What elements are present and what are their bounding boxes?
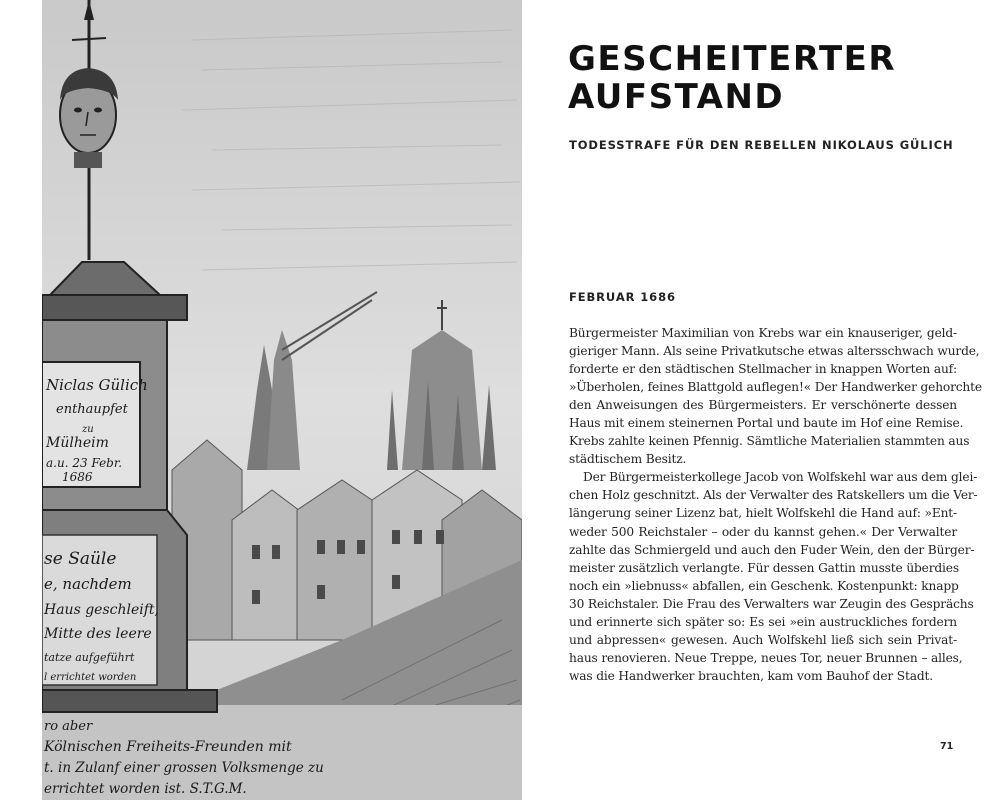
body-line: chen Holz geschnitzt. Als der Verwalter des Ratskellers um die Ver- bbox=[569, 488, 978, 503]
bottom-line-4: errichtet worden ist. S.T.G.M. bbox=[44, 781, 247, 797]
sketch-drawing bbox=[42, 0, 522, 800]
plaque-line-2: enthaupfet bbox=[56, 402, 128, 417]
chapter-subtitle: TODESSTRAFE FÜR DEN REBELLEN NIKOLAUS GÜLICH bbox=[569, 138, 954, 152]
bottom-line-2: Kölnischen Freiheits-Freunden mit bbox=[44, 739, 292, 755]
body-line: den Anweisungen des Bürgermeisters. Er verschönerte dessen bbox=[569, 398, 957, 413]
plaque-line-1: Niclas Gülich bbox=[46, 376, 148, 394]
body-line: städtischem Besitz. bbox=[569, 452, 687, 467]
body-line: was die Handwerker brauchten, kam vom Bauhof der Stadt. bbox=[569, 668, 933, 683]
plaque-line-5: a.u. 23 Febr. bbox=[46, 456, 123, 470]
plaque-line-4: Mülheim bbox=[46, 435, 109, 451]
column-line-6: l errichtet worden bbox=[44, 672, 137, 683]
body-line: 30 Reichstaler. Die Frau des Verwalters war Zeugin des Gesprächs bbox=[569, 596, 974, 611]
body-line: Der Bürgermeisterkollege Jacob von Wolfskehl war aus dem glei- bbox=[583, 470, 978, 485]
column-line-2: e, nachdem bbox=[44, 575, 132, 593]
column-line-4: Mitte des leere bbox=[44, 626, 152, 642]
body-line: zahlte das Schmiergeld und auch den Fuder Wein, den der Bürger- bbox=[569, 542, 975, 557]
plaque-line-3: zu bbox=[82, 424, 94, 435]
chapter-title-line-1: GESCHEITERTER bbox=[568, 39, 897, 79]
column-line-5: tatze aufgeführt bbox=[44, 651, 135, 664]
body-line: »Überholen, feines Blattgold auflegen!« Der Handwerker gehorchte bbox=[569, 380, 982, 395]
body-line: meister zusätzlich verlangte. Für dessen Gattin musste überdies bbox=[569, 560, 959, 575]
body-line: und abpressen« gewesen. Auch Wolfskehl ließ sich sein Privat- bbox=[569, 632, 957, 647]
bottom-line-3: t. in Zulanf einer grossen Volksmenge zu bbox=[44, 760, 324, 776]
body-line: Krebs zahlte keinen Pfennig. Sämtliche Materialien stammten aus bbox=[569, 434, 970, 449]
bottom-line-1: ro aber bbox=[44, 719, 93, 734]
body-line: und erinnerte sich später so: Es sei »ein austruckliches fordern bbox=[569, 614, 957, 629]
chapter-title-line-2: AUFSTAND bbox=[568, 77, 785, 117]
body-line: gieriger Mann. Als seine Privatkutsche etwas altersschwach wurde, bbox=[569, 344, 980, 359]
date-heading: FEBRUAR 1686 bbox=[569, 290, 676, 304]
page-number: 71 bbox=[940, 741, 954, 752]
body-line: haus renovieren. Neue Treppe, neues Tor, neuer Brunnen – alles, bbox=[569, 650, 963, 665]
body-line: längerung seiner Lizenz bat, hielt Wolfskehl die Hand auf: »Ent- bbox=[569, 506, 957, 521]
body-text bbox=[569, 324, 982, 685]
body-line: forderte er den städtischen Stellmacher in knappen Worten auf: bbox=[569, 362, 957, 377]
column-line-1: se Saüle bbox=[44, 549, 117, 569]
body-line: weder 500 Reichstaler – oder du kannst gehen.« Der Verwalter bbox=[569, 524, 957, 539]
column-line-3: Haus geschleift, bbox=[44, 602, 159, 618]
body-line: Haus mit einem steinernen Portal und baute im Hof eine Remise. bbox=[569, 416, 964, 431]
body-line: Bürgermeister Maximilian von Krebs war ein knauseriger, geld- bbox=[569, 326, 957, 340]
body-line: noch ein »liebnuss« abfallen, ein Geschenk. Kostenpunkt: knapp bbox=[569, 578, 959, 593]
sketch-illustration bbox=[42, 0, 522, 800]
chapter-title bbox=[568, 40, 968, 116]
plaque-line-6: 1686 bbox=[62, 470, 93, 484]
